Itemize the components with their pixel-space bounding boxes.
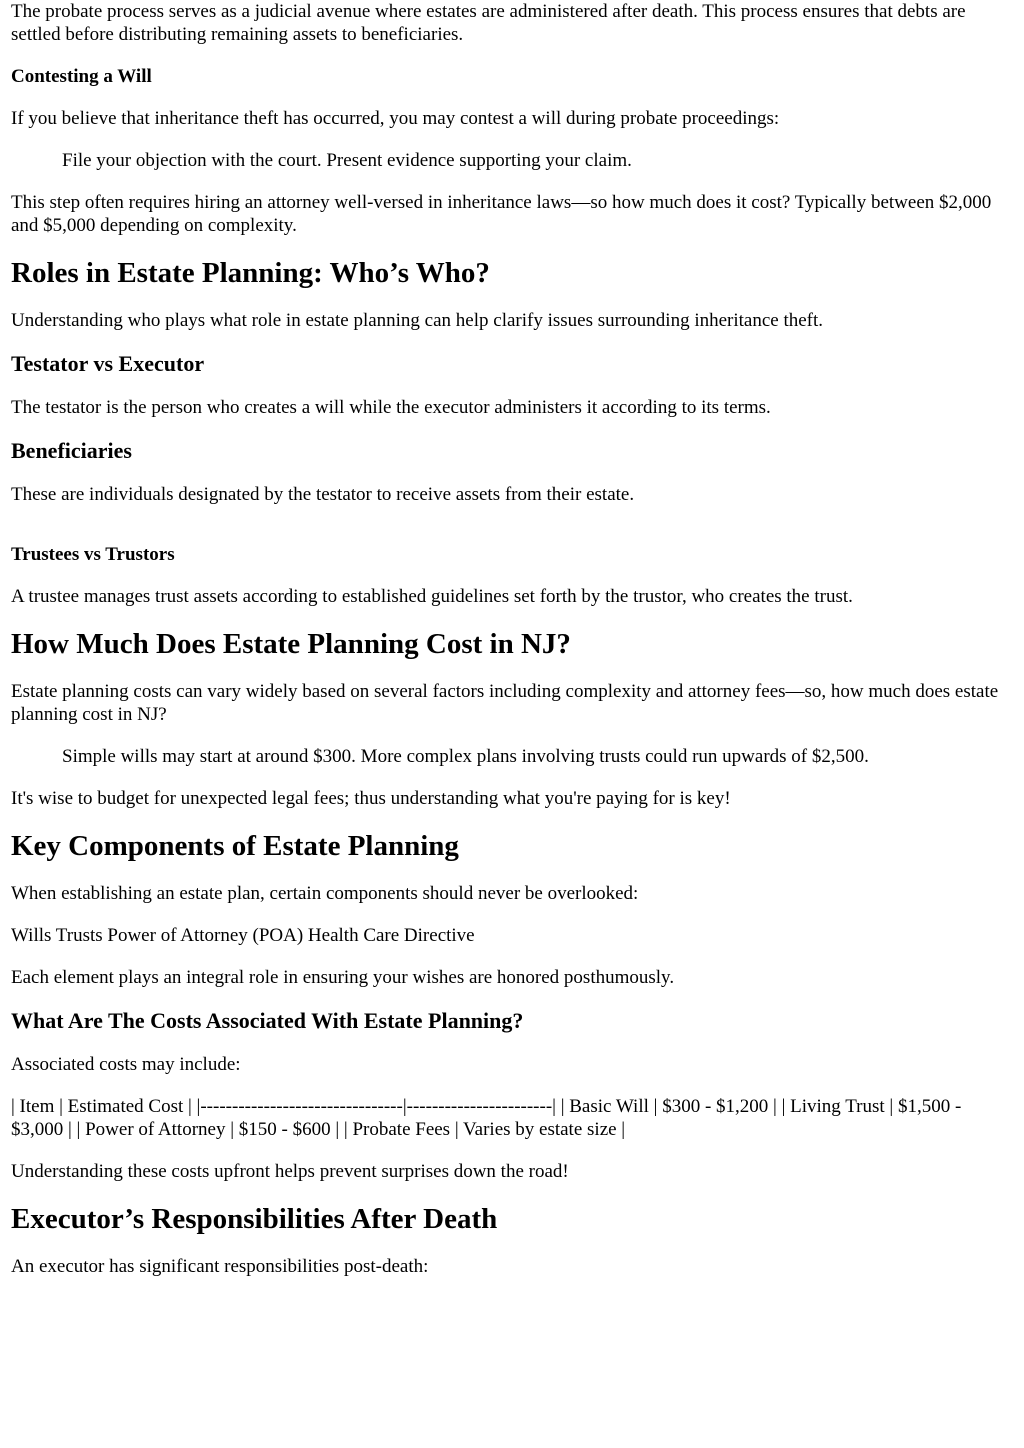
probate-paragraph: The probate process serves as a judicial avenue where estates are administered after death. This process ensures that debts are settled before distributing remaining assets to beneficiaries.	[11, 1, 966, 45]
costs-table-text: | Item | Estimated Cost | |--------------------------------|-----------------------| | Basic Will | $300 - $1,200 | | Living Trust | $1,500 - $3,000 | | Power of Attorney | $150 - $600 | | Probate Fees | Varies by estate size |	[11, 1096, 962, 1140]
testator-executor-heading: Testator vs Executor	[11, 351, 205, 376]
budget-paragraph: It's wise to budget for unexpected legal fees; thus understanding what you're paying for is key!	[11, 788, 731, 809]
costs-associated-paragraph: Associated costs may include:	[11, 1054, 241, 1075]
roles-heading: Roles in Estate Planning: Who’s Who?	[11, 257, 490, 289]
contest-intro-paragraph: If you believe that inheritance theft has occurred, you may contest a will during probate proceedings:	[11, 108, 780, 129]
costs-upfront-paragraph: Understanding these costs upfront helps prevent surprises down the road!	[11, 1161, 569, 1182]
beneficiaries-paragraph: These are individuals designated by the testator to receive assets from their estate.	[11, 484, 635, 505]
roles-intro-paragraph: Understanding who plays what role in estate planning can help clarify issues surrounding inheritance theft.	[11, 310, 824, 331]
components-role-paragraph: Each element plays an integral role in ensuring your wishes are honored posthumously.	[11, 967, 675, 988]
beneficiaries-heading: Beneficiaries	[11, 438, 132, 463]
trustees-trustors-heading: Trustees vs Trustors	[11, 544, 175, 565]
executor-responsibilities-heading: Executor’s Responsibilities After Death	[11, 1203, 498, 1235]
contest-cost-paragraph: This step often requires hiring an attorney well-versed in inheritance laws—so how much does it cost? Typically between $2,000 and $5,000 depending on complexity.	[11, 192, 992, 236]
trustees-paragraph: A trustee manages trust assets according to established guidelines set forth by the trustor, who creates the trust.	[11, 586, 853, 607]
key-components-heading: Key Components of Estate Planning	[11, 830, 459, 862]
cost-nj-paragraph: Estate planning costs can vary widely based on several factors including complexity and attorney fees—so, how much does estate planning cost in NJ?	[11, 681, 999, 725]
contest-steps-paragraph: File your objection with the court. Present evidence supporting your claim.	[62, 150, 632, 171]
testator-paragraph: The testator is the person who creates a will while the executor administers it according to its terms.	[11, 397, 771, 418]
components-intro-paragraph: When establishing an estate plan, certain components should never be overlooked:	[11, 883, 639, 904]
components-list-paragraph: Wills Trusts Power of Attorney (POA) Health Care Directive	[11, 925, 475, 946]
cost-examples-paragraph: Simple wills may start at around $300. More complex plans involving trusts could run upwards of $2,500.	[62, 746, 869, 767]
contesting-will-heading: Contesting a Will	[11, 66, 152, 87]
costs-associated-heading: What Are The Costs Associated With Estate Planning?	[11, 1008, 524, 1033]
cost-nj-heading: How Much Does Estate Planning Cost in NJ?	[11, 628, 571, 660]
executor-paragraph: An executor has significant responsibilities post-death:	[11, 1256, 429, 1277]
